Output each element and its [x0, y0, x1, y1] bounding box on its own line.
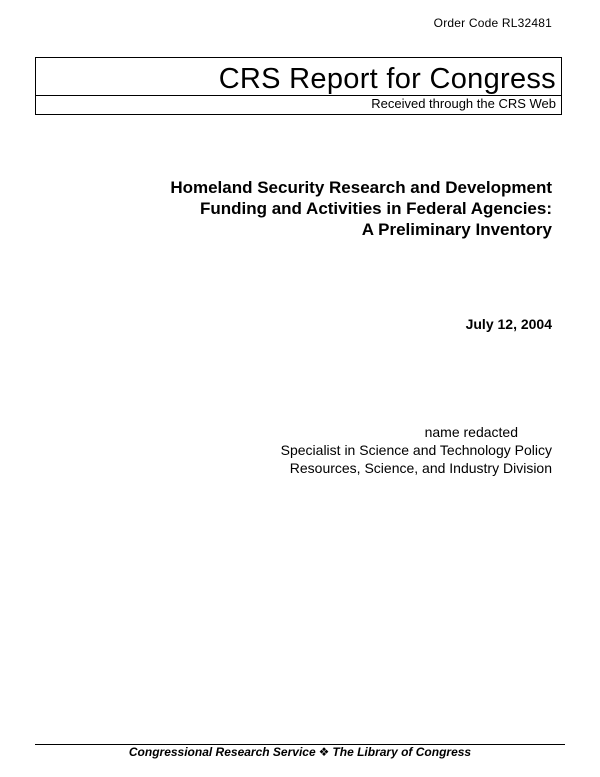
order-code: Order Code RL32481	[433, 16, 552, 30]
author-division: Resources, Science, and Industry Division	[289, 460, 552, 476]
report-title-line: Homeland Security Research and Development	[170, 178, 552, 197]
footer	[35, 745, 565, 759]
header-subtitle: Received through the CRS Web	[371, 96, 556, 111]
footer-library: The Library of Congress	[332, 745, 472, 759]
footer-organization: Congressional Research Service	[128, 745, 316, 759]
report-title-line: Funding and Activities in Federal Agencies:	[199, 199, 552, 218]
report-date: July 12, 2004	[465, 316, 552, 332]
author-name: name redacted	[424, 424, 518, 440]
report-title	[170, 177, 552, 240]
author-title: Specialist in Science and Technology Policy	[280, 442, 552, 458]
report-header-box	[35, 57, 562, 115]
diamond-separator-icon: ❖	[318, 745, 330, 759]
author-block	[152, 423, 552, 477]
header-title: CRS Report for Congress	[218, 63, 556, 95]
report-title-line: A Preliminary Inventory	[361, 220, 552, 239]
